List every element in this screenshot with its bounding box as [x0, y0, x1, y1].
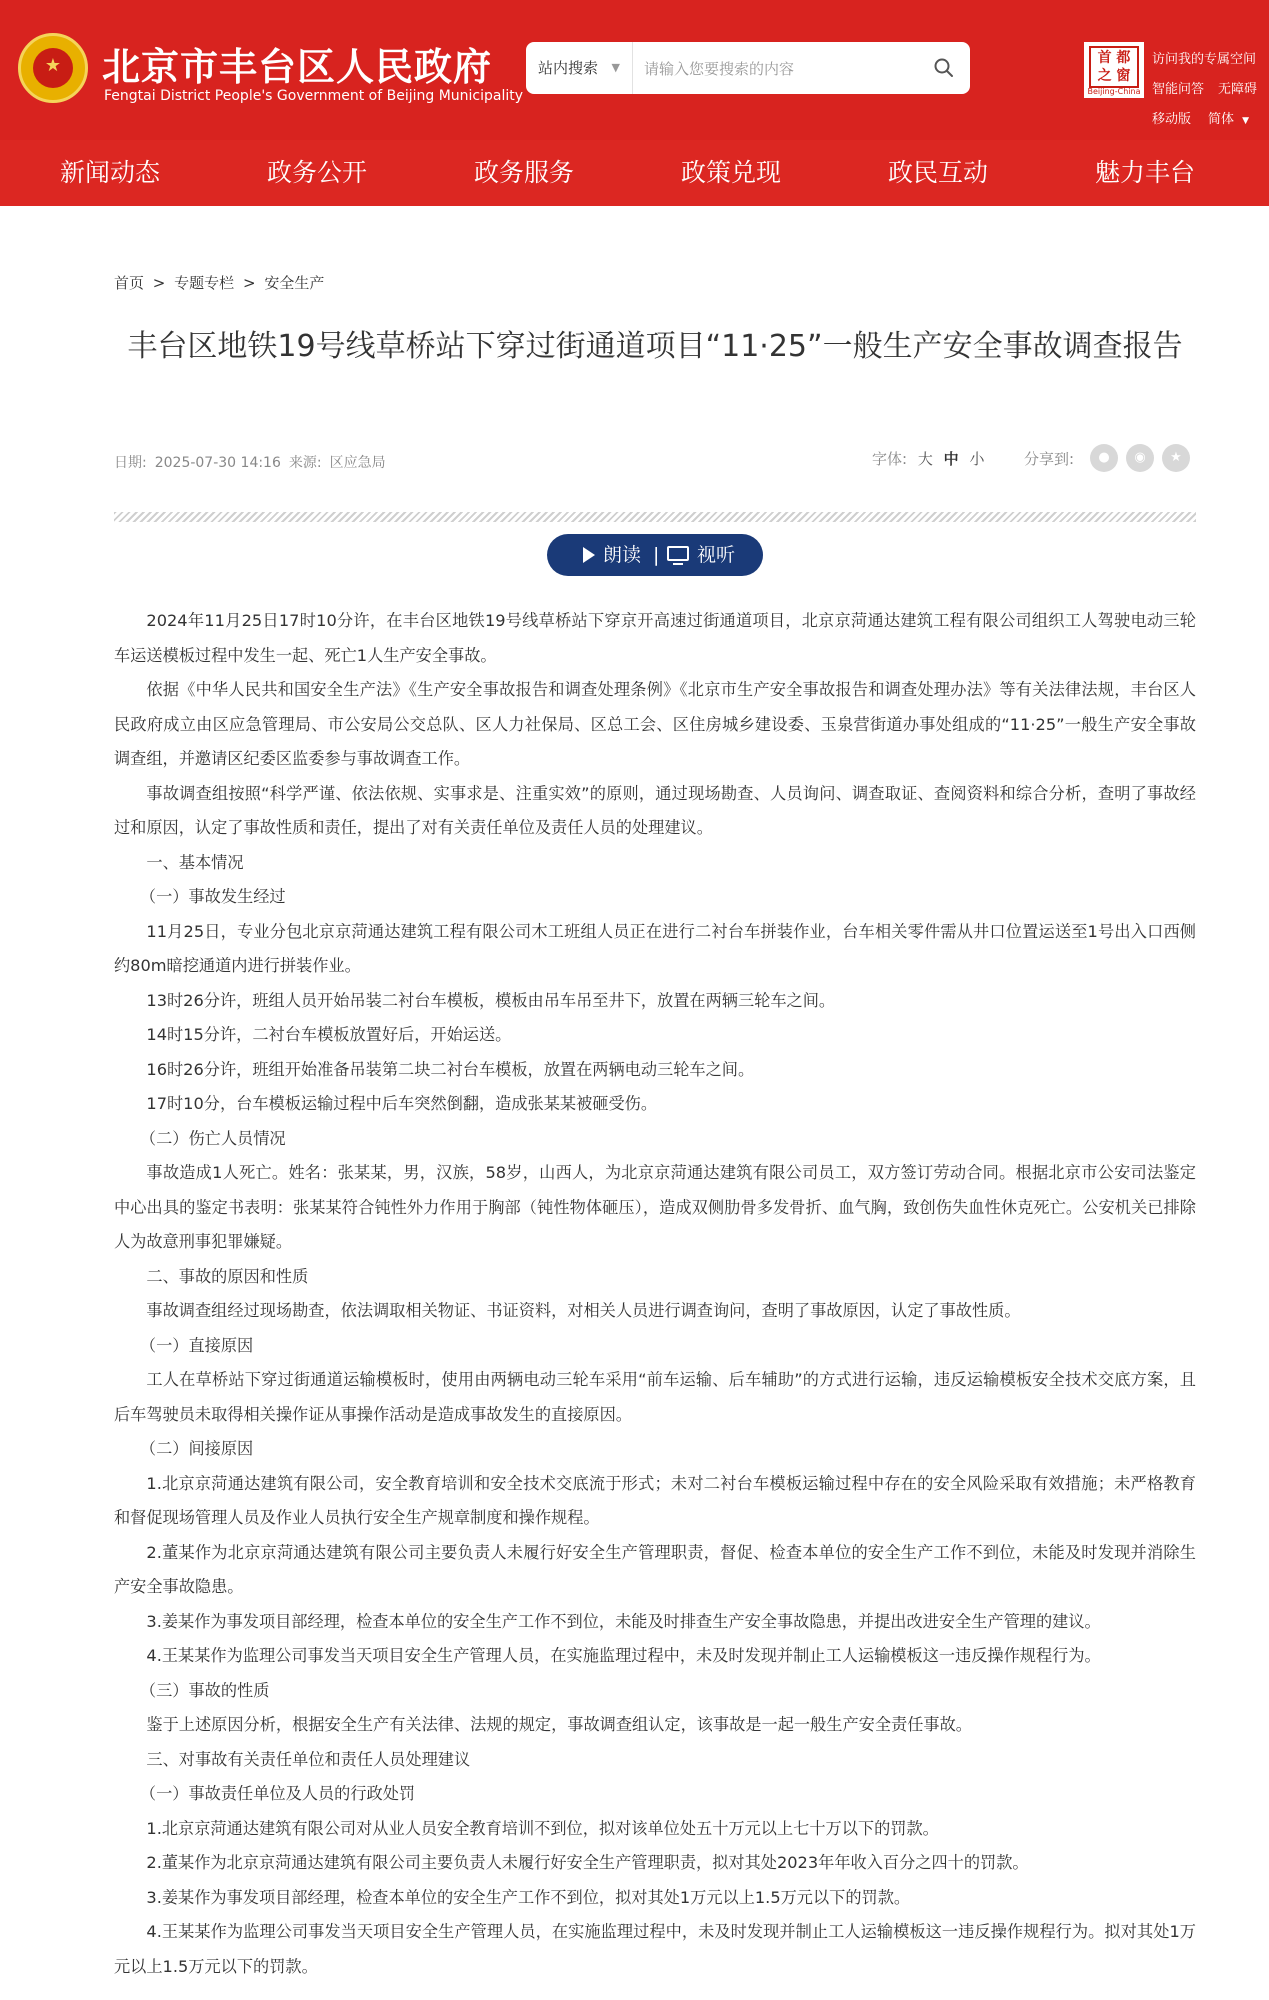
paragraph: 3.姜某作为事发项目部经理，检查本单位的安全生产工作不到位，拟对其处1万元以上1.5万元以下的罚款。 [146, 1887, 911, 1907]
link-smart-qa[interactable]: 智能问答 [1152, 82, 1205, 97]
site-title[interactable]: 北京市丰台区人民政府 [102, 45, 493, 89]
paragraph: 17时10分，台车模板运输过程中后车突然倒翻，造成张某某被砸受伤。 [146, 1094, 658, 1113]
section-heading: 二、事故的原因和性质 [146, 1266, 309, 1286]
paragraph: 2.董某作为北京京菏通达建筑有限公司主要负责人未履行好安全生产管理职责，督促、检查本单位的安全生产工作不到位，未能及时发现并消除生产安全事故隐患。 [114, 1542, 1196, 1596]
subsection-heading: （三）事故的性质 [139, 1680, 270, 1700]
subsection-heading: （一）事故责任单位及人员的行政处罚 [139, 1784, 416, 1803]
font-size-label: 字体: [872, 450, 908, 468]
subsection-heading: （一）事故发生经过 [139, 887, 286, 906]
nav-item-interaction[interactable]: 政民互动 [887, 158, 988, 187]
paragraph: 3.姜某作为事发项目部经理，检查本单位的安全生产工作不到位，未能及时排查生产安全事故隐患，并提出改进安全生产管理的建议。 [146, 1611, 1101, 1631]
breadcrumb-special-topics[interactable]: 专题专栏 [174, 274, 235, 292]
paragraph: 事故调查组经过现场勘查，依法调取相关物证、书证资料，对相关人员进行调查询问，查明了事故原因，认定了事故性质。 [146, 1301, 1021, 1320]
nav-item-policy[interactable]: 政策兑现 [680, 158, 781, 187]
monitor-icon[interactable] [667, 546, 689, 561]
article-body [114, 604, 1196, 1984]
main-nav [0, 140, 1269, 206]
logo-glyph-top: 首 都 [1097, 50, 1131, 66]
breadcrumb-separator: > [152, 274, 166, 292]
font-size-small[interactable]: 小 [969, 450, 985, 468]
paragraph: 11月25日，专业分包北京京菏通达建筑工程有限公司木工班组人员正在进行二衬台车拼装作业，台车相关零件需从井口位置运送至1号出入口西侧约80m暗挖通道内进行拼装作业。 [114, 921, 1196, 975]
font-size-control [872, 448, 984, 469]
nav-item-gov-service[interactable]: 政务服务 [473, 158, 574, 187]
publish-date: 2025-07-30 14:16 [154, 455, 281, 471]
article-meta [114, 452, 394, 472]
font-size-medium[interactable]: 中 [943, 450, 959, 468]
subsection-heading: （一）直接原因 [139, 1335, 254, 1355]
section-heading: 三、对事故有关责任单位和责任人员处理建议 [146, 1749, 471, 1769]
paragraph: 事故调查组按照“科学严谨、依法依规、实事求是、注重实效”的原则，通过现场勘查、人员询问、调查取证、查阅资料和综合分析，查明了事故经过和原因，认定了事故性质和责任，提出了对有关责任单位及责任人员的处理建议。 [114, 783, 1196, 837]
date-label: 日期: [114, 455, 147, 471]
nav-item-fengtai[interactable]: 魅力丰台 [1094, 158, 1195, 187]
link-personal-space[interactable]: 访问我的专属空间 [1152, 52, 1257, 67]
article-title: 丰台区地铁19号线草桥站下穿过街通道项目“11·25”一般生产安全事故调查报告 [127, 329, 1183, 364]
chevron-down-icon: ▼ [611, 61, 620, 74]
paragraph: 4.王某某作为监理公司事发当天项目安全生产管理人员，在实施监理过程中，未及时发现并制止工人运输模板这一违反操作规程行为。 [146, 1646, 1101, 1665]
subsection-heading: （二）伤亡人员情况 [139, 1128, 286, 1148]
site-subtitle: Fengtai District People's Government of Beijing Municipality [104, 88, 524, 104]
weibo-share-icon[interactable]: ◉ [1126, 444, 1154, 472]
breadcrumb-home[interactable]: 首页 [114, 274, 145, 292]
paragraph: 鉴于上述原因分析，根据安全生产有关法律、法规的规定，事故调查组认定，该事故是一起一般生产安全责任事故。 [146, 1715, 972, 1734]
share-label: 分享到: [1024, 450, 1075, 468]
font-size-large[interactable]: 大 [917, 450, 933, 468]
paragraph: 4.王某某作为监理公司事发当天项目安全生产管理人员，在实施监理过程中，未及时发现并制止工人运输模板这一违反操作规程行为。拟对其处1万元以上1.5万元以下的罚款。 [114, 1922, 1196, 1976]
source-label: 来源: [288, 455, 322, 471]
breadcrumb-safety[interactable]: 安全生产 [264, 274, 325, 292]
paragraph: 13时26分许，班组人员开始吊装二衬台车模板，模板由吊车吊至井下，放置在两辆三轮车之间。 [146, 990, 836, 1010]
language-label: 简体 [1208, 112, 1235, 127]
search-divider [632, 42, 633, 94]
nav-item-news[interactable]: 新闻动态 [59, 158, 160, 187]
breadcrumb-separator: > [242, 274, 256, 292]
search-box [526, 42, 970, 94]
section-heading: 一、基本情况 [146, 852, 244, 872]
paragraph: 2024年11月25日17时10分许，在丰台区地铁19号线草桥站下穿京开高速过街通道项目，北京京菏通达建筑工程有限公司组织工人驾驶电动三轮车运送模板过程中发生一起、死亡1人生产安全事故。 [114, 611, 1196, 665]
paragraph: 1.北京京菏通达建筑有限公司，安全教育培训和安全技术交底流于形式；未对二衬台车模板运输过程中存在的安全风险采取有效措施；未严格教育和督促现场管理人员及作业人员执行安全生产规章制度和操作规程。 [114, 1473, 1196, 1527]
search-icon[interactable] [932, 56, 956, 80]
chevron-down-icon: ▼ [1242, 116, 1250, 126]
language-select[interactable] [1208, 108, 1249, 127]
play-icon[interactable] [583, 547, 595, 563]
logo-glyph-bottom: 之 窗 [1097, 68, 1131, 84]
search-input[interactable] [642, 42, 916, 96]
paragraph: 2.董某作为北京京菏通达建筑有限公司主要负责人未履行好安全生产管理职责，拟对其处2023年年收入百分之四十的罚款。 [146, 1853, 1029, 1872]
source-value: 区应急局 [329, 455, 386, 471]
search-scope-label: 站内搜索 [538, 59, 599, 77]
subsection-heading: （二）间接原因 [139, 1439, 254, 1458]
capital-window-logo[interactable] [1084, 42, 1144, 98]
wechat-share-icon[interactable]: ● [1090, 444, 1118, 472]
read-aloud-button[interactable]: 朗读 [603, 544, 642, 566]
favorite-star-icon[interactable]: ★ [1162, 444, 1190, 472]
national-emblem-icon: ★ [18, 33, 88, 103]
audiovisual-button[interactable]: 视听 [697, 544, 736, 566]
paragraph: 1.北京京菏通达建筑有限公司对从业人员安全教育培训不到位，拟对该单位处五十万元以上七十万以下的罚款。 [146, 1818, 939, 1838]
link-accessibility[interactable]: 无障碍 [1218, 82, 1258, 97]
monitor-stand [673, 563, 683, 565]
site-header [0, 0, 1269, 140]
paragraph: 16时26分许，班组开始准备吊装第二块二衬台车模板，放置在两辆电动三轮车之间。 [146, 1059, 755, 1079]
paragraph: 事故造成1人死亡。姓名：张某某，男，汉族，58岁，山西人，为北京京菏通达建筑有限公司员工，双方签订劳动合同。根据北京市公安司法鉴定中心出具的鉴定书表明：张某某符合钝性外力作用于胸部（钝性物体砸压），造成双侧肋骨多发骨折、血气胸，致创伤失血性休克死亡。公安机关已排除人为故意刑事犯罪嫌疑。 [114, 1163, 1196, 1251]
search-scope-select[interactable] [526, 42, 632, 94]
link-mobile[interactable]: 移动版 [1152, 112, 1192, 127]
audio-video-bar [547, 534, 763, 576]
paragraph: 依据《中华人民共和国安全生产法》《生产安全事故报告和调查处理条例》《北京市生产安全事故报告和调查处理办法》等有关法律法规，丰台区人民政府成立由区应急管理局、市公安局公交总队、区人力社保局、区总工会、区住房城乡建设委、玉泉营街道办事处组成的“11·25”一般生产安全事故调查组，并邀请区纪委区监委参与事故调查工作。 [114, 680, 1196, 768]
breadcrumb [114, 272, 324, 293]
nav-item-gov-open[interactable]: 政务公开 [266, 158, 367, 187]
logo-caption: Beijing-China [1087, 87, 1141, 96]
hatched-divider [114, 512, 1196, 522]
readbar-separator: | [653, 544, 660, 566]
paragraph: 14时15分许，二衬台车模板放置好后，开始运送。 [146, 1025, 512, 1044]
paragraph: 工人在草桥站下穿过街通道运输模板时，使用由两辆电动三轮车采用“前车运输、后车辅助”的方式进行运输，违反运输模板安全技术交底方案，且后车驾驶员未取得相关操作证从事操作活动是造成事故发生的直接原因。 [114, 1370, 1196, 1424]
